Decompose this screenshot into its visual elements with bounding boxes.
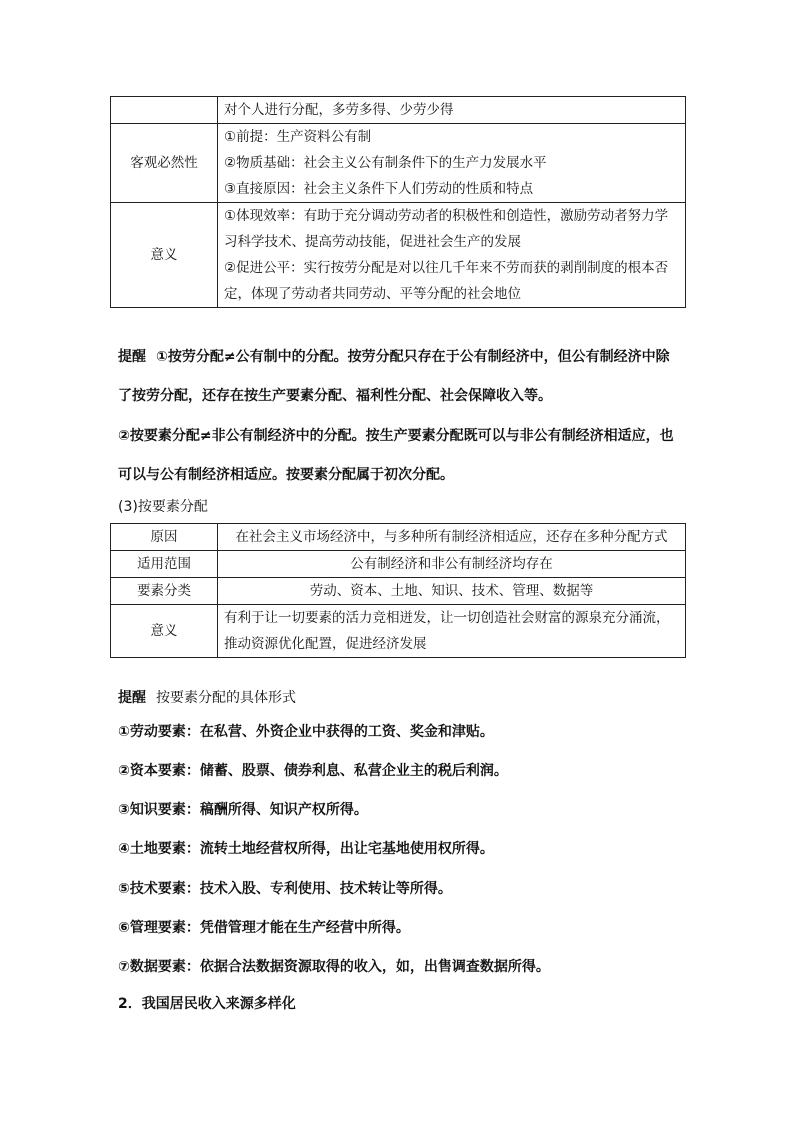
table-label-cell: 适用范围 (111, 551, 218, 578)
content-line: 习科学技术、提高劳动技能，促进社会生产的发展 (224, 234, 521, 250)
tip-text: 可以与公有制经济相适应。按要素分配属于初次分配。 (118, 467, 454, 483)
table-row (111, 203, 686, 308)
content-line: ①体现效率：有助于充分调动劳动者的积极性和创造性，激励劳动者努力学 (224, 208, 669, 224)
table-label-cell: 意义 (111, 203, 218, 308)
table-row (111, 97, 686, 124)
content-line: ②物质基础：社会主义公有制条件下的生产力发展水平 (224, 155, 547, 171)
list-item: ①劳动要素：在私营、外资企业中获得的工资、奖金和津贴。 (118, 724, 494, 740)
table-content-cell: 公有制经济和非公有制经济均存在 (218, 551, 686, 578)
content-line: 有利于让一切要素的活力竞相迸发，让一切创造社会财富的源泉充分涌流， (224, 610, 670, 626)
tip-heading (118, 688, 688, 708)
table-content-cell (218, 605, 686, 658)
table-label-cell-empty (111, 97, 218, 124)
tip-label: 提醒 (118, 349, 146, 365)
content-line: 定，体现了劳动者共同劳动、平等分配的社会地位 (224, 286, 521, 302)
content-line: 推动资源优化配置，促进经济发展 (224, 636, 427, 652)
tip-label: 提醒 (118, 690, 146, 706)
content-line: ③直接原因：社会主义条件下人们劳动的性质和特点 (224, 181, 534, 197)
list-item: ②资本要素：储蓄、股票、债券利息、私营企业主的税后利润。 (118, 763, 508, 779)
table-content-cell: 对个人进行分配，多劳多得、少劳少得 (218, 97, 686, 124)
table-row (111, 605, 686, 658)
list-item: ④土地要素：流转土地经营权所得，出让宅基地使用权所得。 (118, 841, 494, 857)
table-content-cell: 在社会主义市场经济中，与多种所有制经济相适应，还存在多种分配方式 (218, 524, 686, 551)
table-content-cell (218, 203, 686, 308)
list-item: ③知识要素：稿酬所得、知识产权所得。 (118, 802, 368, 818)
distribution-by-factors-table (110, 523, 686, 658)
content-line: ②促进公平：实行按劳分配是对以往几千年来不劳而获的剥削制度的根本否 (224, 260, 669, 276)
table-row (111, 524, 686, 551)
distribution-by-labor-table (110, 96, 686, 308)
section-heading: 2．我国居民收入来源多样化 (118, 996, 296, 1012)
table-label-cell: 客观必然性 (111, 124, 218, 203)
tip-text: ②按要素分配≠非公有制经济中的分配。按生产要素分配既可以与非公有制经济相适应，也 (118, 428, 674, 444)
tip-title: 按要素分配的具体形式 (156, 690, 296, 706)
tip-text: 了按劳分配，还存在按生产要素分配、福利性分配、社会保障收入等。 (118, 388, 552, 404)
list-item: ⑤技术要素：技术入股、专利使用、技术转让等所得。 (118, 881, 452, 897)
content-line: ①前提：生产资料公有制 (224, 129, 372, 145)
list-item: ⑥管理要素：凭借管理才能在生产经营中所得。 (118, 920, 410, 936)
tip-text: ①按劳分配≠公有制中的分配。按劳分配只存在于公有制经济中，但公有制经济中除 (156, 349, 670, 365)
table-label-cell: 意义 (111, 605, 218, 658)
table-row (111, 551, 686, 578)
table-label-cell: 要素分类 (111, 578, 218, 605)
tip-paragraph (118, 347, 688, 367)
list-item: ⑦数据要素：依据合法数据资源取得的收入，如，出售调查数据所得。 (118, 959, 550, 975)
table-row (111, 124, 686, 203)
table-label-cell: 原因 (111, 524, 218, 551)
section-heading: (3)按要素分配 (118, 499, 208, 515)
table-content-cell: 劳动、资本、土地、知识、技术、管理、数据等 (218, 578, 686, 605)
table-row (111, 578, 686, 605)
table-content-cell (218, 124, 686, 203)
